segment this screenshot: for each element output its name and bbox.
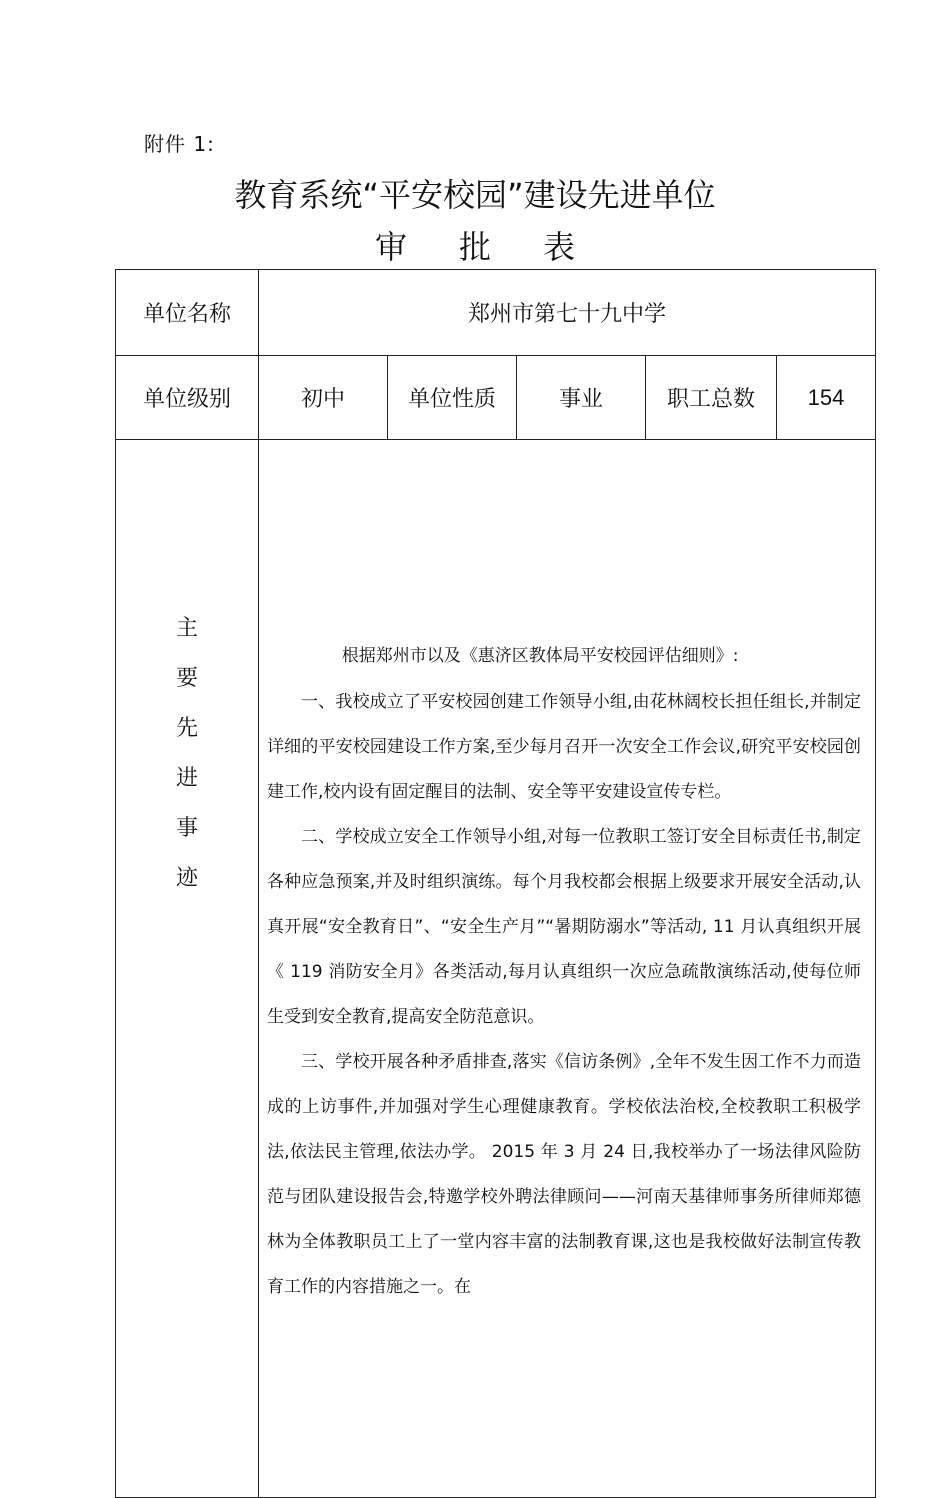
deeds-label-char: 进 xyxy=(175,765,198,791)
deeds-label-char: 先 xyxy=(175,715,198,741)
unit-name-row xyxy=(116,270,876,356)
main-deeds-label xyxy=(116,440,259,1498)
deeds-label-char: 事 xyxy=(175,815,198,841)
unit-nature-value: 事业 xyxy=(517,356,646,440)
deeds-paragraph: 二、学校成立安全工作领导小组,对每一位教职工签订安全目标责任书,制定各种应急预案,并及时组织演练。每个月我校都会根据上级要求开展安全活动,认真开展“安全教育日”、“安全生产月”“暑期防溺水”等活动, 11 月认真组织开展《 119 消防安全月》各类活动,每月认真组织一次应急疏散演练活动,使每位师生受到安全教育,提高安全防范意识。 xyxy=(267,826,862,1027)
deeds-intro-paragraph: 根据郑州市以及《惠济区教体局平安校园评估细则》: xyxy=(341,645,739,666)
unit-nature-label: 单位性质 xyxy=(388,356,517,440)
main-deeds-row xyxy=(116,440,876,1498)
staff-total-label: 职工总数 xyxy=(646,356,777,440)
deeds-paragraph: 三、学校开展各种矛盾排查,落实《信访条例》,全年不发生因工作不力而造成的上访事件,并加强对学生心理健康教育。学校依法治校,全校教职工积极学法,依法民主管理,依法办学。 2015 年 3 月 24 日,我校举办了一场法律风险防范与团队建设报告会,特邀学校外聘法律顾问——河南天基律师事务所律师郑德林为全体教职员工上了一堂内容丰富的法制教育课,这也是我校做好法制宣传教育工作的内容措施之一。在 xyxy=(267,1051,862,1297)
deeds-paragraph: 一、我校成立了平安校园创建工作领导小组,由花林阔校长担任组长,并制定详细的平安校园建设工作方案,至少每月召开一次安全工作会议,研究平安校园创建工作,校内设有固定醒目的法制、安全等平安建设宣传专栏。 xyxy=(267,691,862,802)
unit-level-value: 初中 xyxy=(259,356,388,440)
unit-level-label: 单位级别 xyxy=(116,356,259,440)
unit-name-label: 单位名称 xyxy=(116,270,259,356)
deeds-label-char: 迹 xyxy=(175,865,198,891)
unit-info-row xyxy=(116,356,876,440)
approval-form-table xyxy=(115,269,876,1498)
document-subtitle: 审批表 xyxy=(374,228,627,266)
deeds-label-char: 要 xyxy=(175,665,198,691)
document-title: 教育系统“平安校园”建设先进单位 xyxy=(234,176,716,214)
attachment-label: 附件 1: xyxy=(144,132,215,156)
staff-total-value: 154 xyxy=(777,356,876,440)
deeds-label-char: 主 xyxy=(175,615,198,641)
main-deeds-content xyxy=(259,440,876,1498)
unit-name-value: 郑州市第七十九中学 xyxy=(259,270,876,356)
